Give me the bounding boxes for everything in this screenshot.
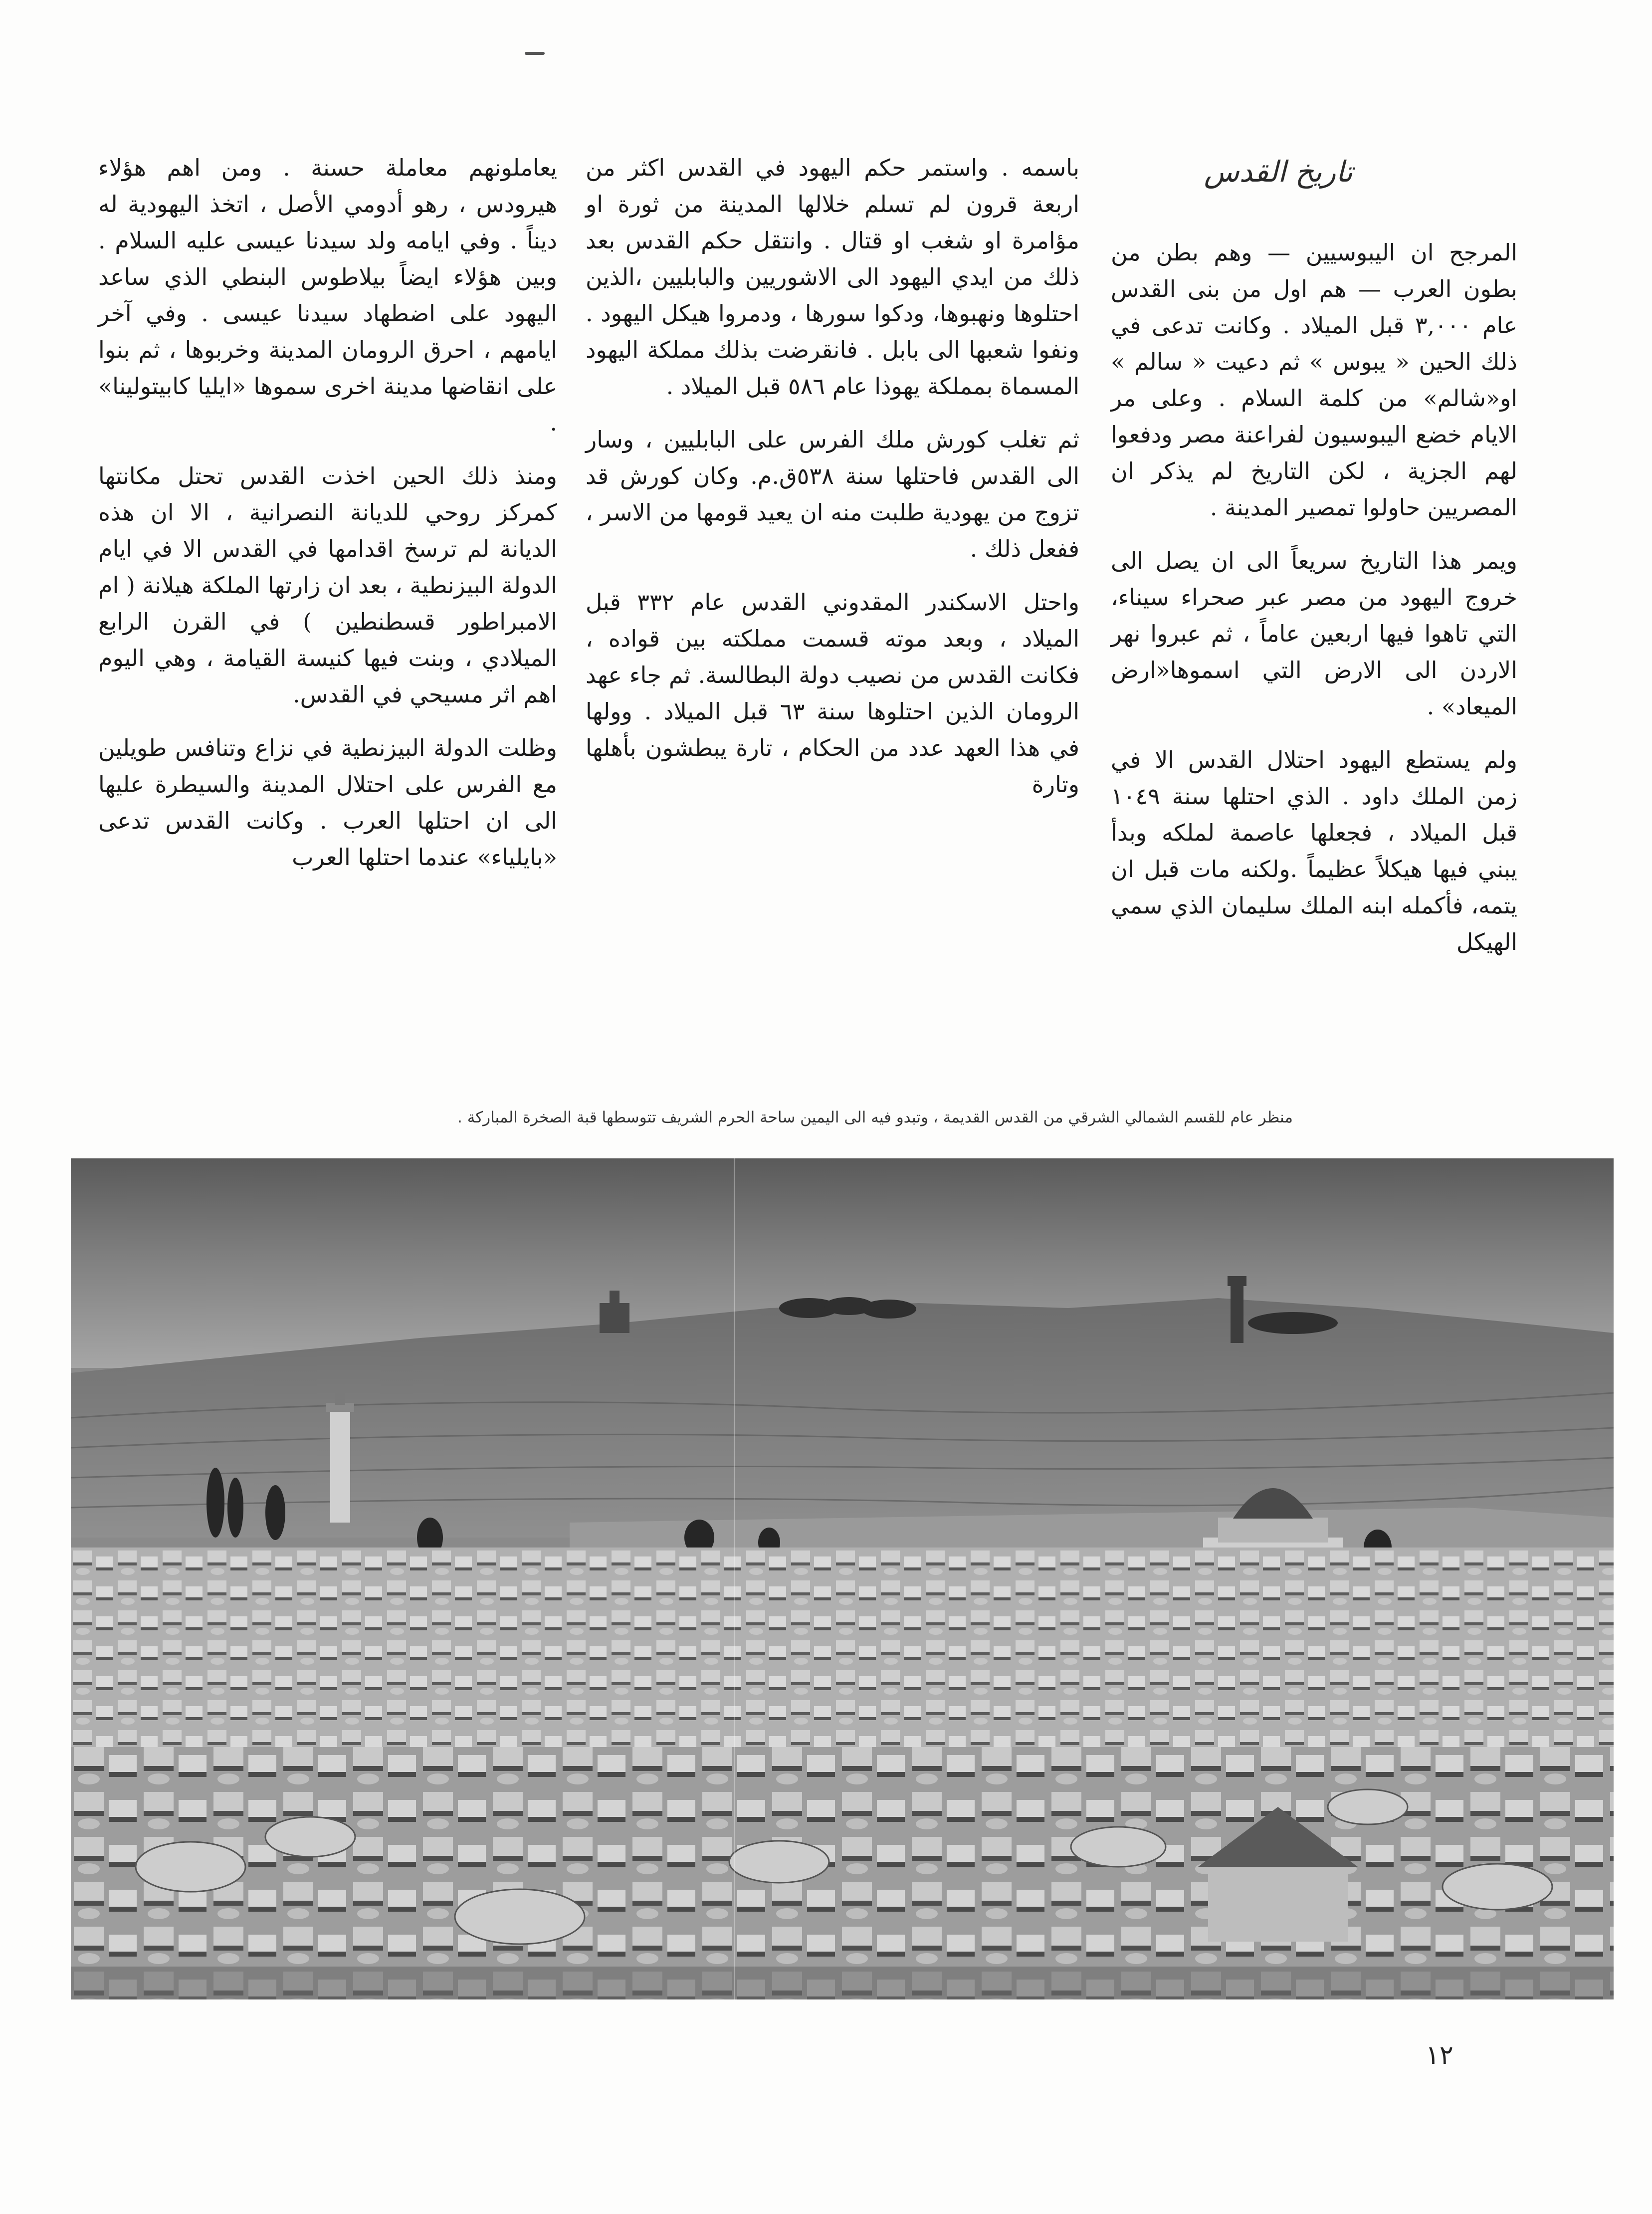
jerusalem-panorama-photo xyxy=(71,1158,1614,1999)
text-column-right xyxy=(1111,234,1517,977)
paragraph: باسمه . واستمر حكم اليهود في القدس اكثر من اربعة قرون لم تسلم خلالها المدينة من ثورة او مؤامرة او شغب او قتال . وانتقل حكم القدس بعد ذلك من ايدي اليهود الى الاشوريين والبابليين ،الذين احتلوها ونهبوها، ودكوا سورها ، ودمروا هيكل اليهود . ونفوا شعبها الى بابل . فانقرضت بذلك مملكة اليهود المسماة بمملكة يهوذا عام ٥٨٦ قبل الميلاد . xyxy=(586,154,1079,400)
page-number: ١٢ xyxy=(1426,2040,1453,2070)
top-print-mark xyxy=(525,52,545,55)
text-column-middle xyxy=(586,150,1079,820)
paragraph: يعاملونهم معاملة حسنة . ومن اهم هؤلاء هيرودس ، رهو أدومي الأصل ، اتخذ اليهودية له ديناً . وفي ايامه ولد سيدنا عيسى عليه السلام . وبين هؤلاء ايضاً بيلاطوس البنطي الذي ساعد اليهود على اضطهاد سيدنا عيسى . وفي آخر ايامهم ، احرق الرومان المدينة وخربوها ، ثم بنوا على انقاضها مدينة اخرى سموها «ايليا كابيتولينا» . xyxy=(98,154,557,436)
panorama-illustration xyxy=(71,1158,1614,1999)
paragraph: ويمر هذا التاريخ سريعاً الى ان يصل الى خروج اليهود من مصر عبر صحراء سيناء، التي تاهوا فيها اربعين عاماً ، ثم عبروا نهر الاردن الى الارض التي اسموها«ارض الميعاد» . xyxy=(1111,547,1517,720)
photo-caption: منظر عام للقسم الشمالي الشرقي من القدس القديمة ، وتبدو فيه الى اليمين ساحة الحرم الشريف تتوسطها قبة الصخرة المباركة . xyxy=(457,1108,1293,1126)
text-column-left xyxy=(98,150,557,892)
paragraph: ومنذ ذلك الحين اخذت القدس تحتل مكانتها كمركز روحي للديانة النصرانية ، الا ان هذه الديانة لم ترسخ اقدامها في القدس الا في ايام الدولة البيزنطية ، بعد ان زارتها الملكة هيلانة ( ام الامبراطور قسطنطين ) في القرن الرابع الميلادي ، وبنت فيها كنيسة القيامة ، وهي اليوم اهم اثر مسيحي في القدس. xyxy=(98,462,557,708)
paragraph: ولم يستطع اليهود احتلال القدس الا في زمن الملك داود . الذي احتلها سنة ١٠٤٩ قبل الميلاد ، فجعلها عاصمة لملكه وبدأ يبني فيها هيكلاً عظيماً .ولكنه مات قبل ان يتمه، فأكمله ابنه الملك سليمان الذي سمي الهيكل xyxy=(1111,746,1517,955)
paragraph: واحتل الاسكندر المقدوني القدس عام ٣٣٢ قبل الميلاد ، وبعد موته قسمت مملكته بين قواده ، فكانت القدس من نصيب دولة البطالسة. ثم جاء عهد الرومان الذين احتلوها سنة ٦٣ قبل الميلاد . وولها في هذا العهد عدد من الحكام ، تارة يبطشون بأهلها وتارة xyxy=(586,589,1080,798)
paragraph: المرجح ان اليبوسيين — وهم بطن من بطون العرب — هم اول من بنى القدس عام ٣,٠٠٠ قبل الميلاد . وكانت تدعى في ذلك الحين « يبوس » ثم دعيت « سالم » او«شالم» من كلمة السلام . وعلى مر الايام خضع اليبوسيون لفراعنة مصر ودفعوا لهم الجزية ، لكن التاريخ لم يذكر ان المصريين حاولوا تمصير المدينة . xyxy=(1111,239,1517,521)
paragraph: وظلت الدولة البيزنطية في نزاع وتنافس طويلين مع الفرس على احتلال المدينة والسيطرة عليها الى ان احتلها العرب . وكانت القدس تدعى «بايلياء» عندما احتلها العرب xyxy=(98,734,557,871)
article-title: تاريخ القدس xyxy=(1204,155,1353,189)
paragraph: ثم تغلب كورش ملك الفرس على البابليين ، وسار الى القدس فاحتلها سنة ٥٣٨ق.م. وكان كورش قد تزوج من يهودية طلبت منه ان يعيد قومها من الاسر ، ففعل ذلك . xyxy=(586,426,1080,562)
